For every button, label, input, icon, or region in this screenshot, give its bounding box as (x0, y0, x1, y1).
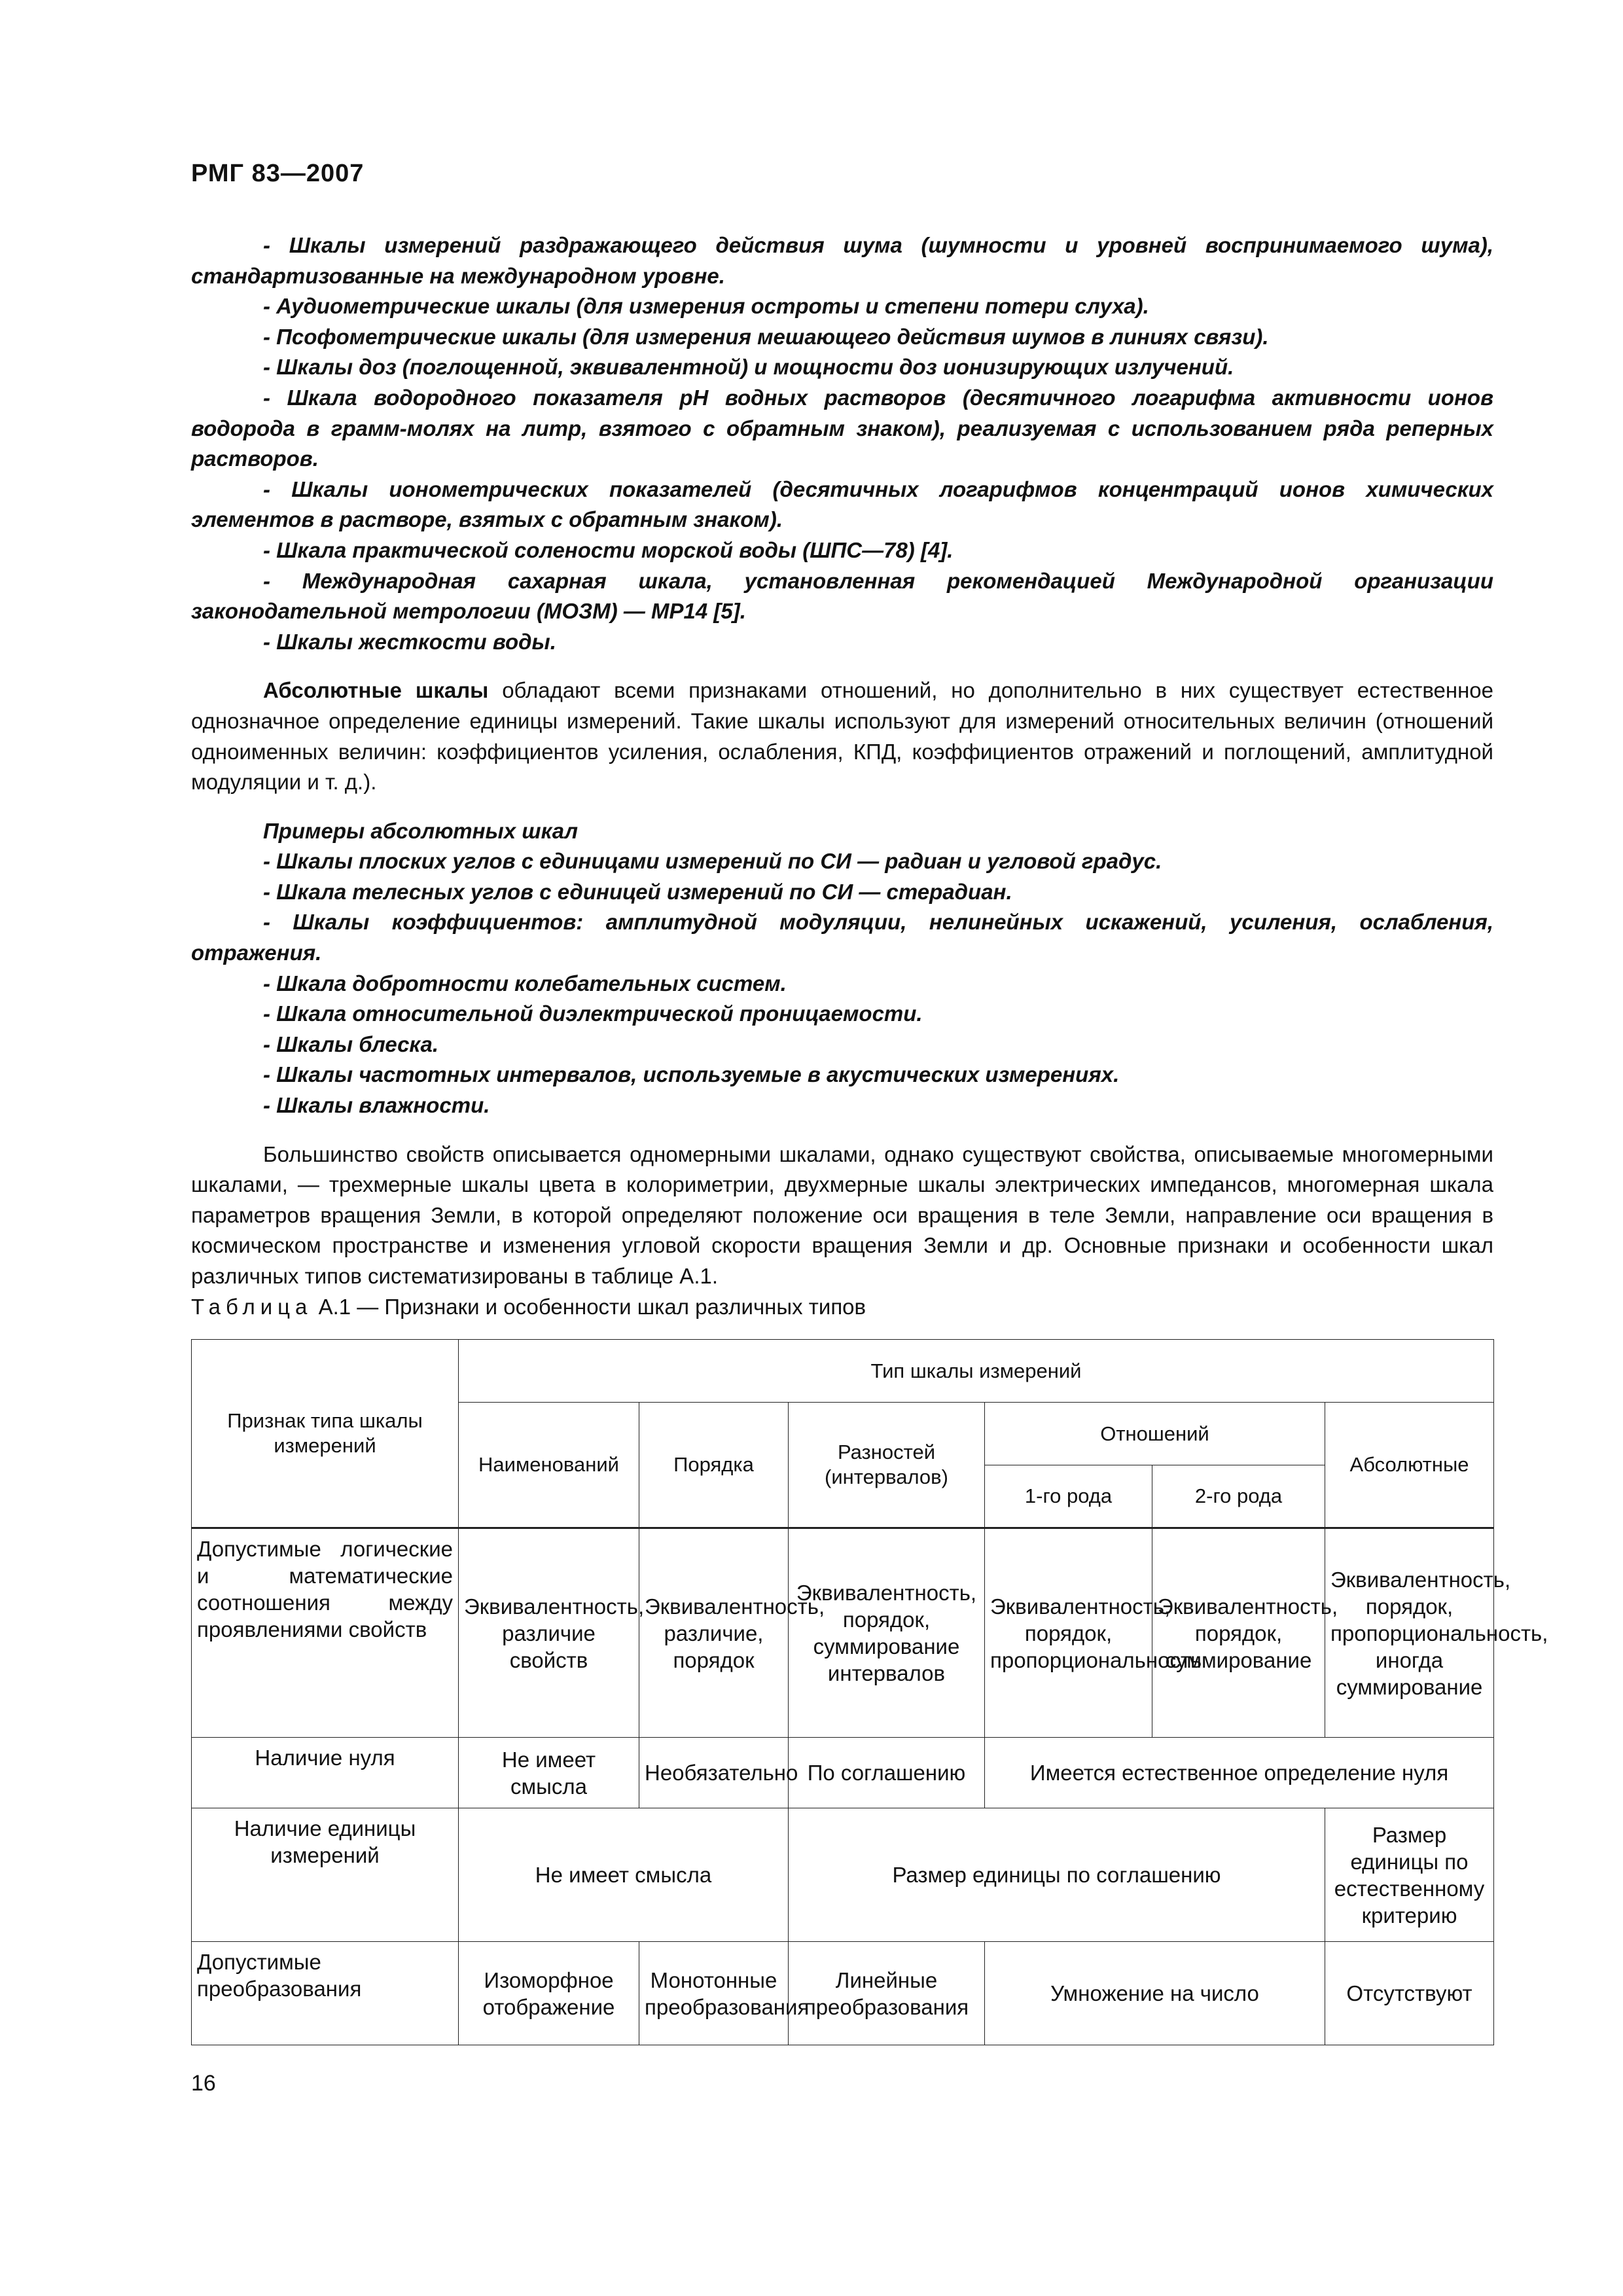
table-cell: Монотонные преобразования (639, 1942, 789, 2045)
row-feature-cell: Допустимые преобразования (192, 1942, 459, 2045)
table-caption (191, 1295, 866, 1319)
table-row (192, 1528, 1494, 1738)
header-order-cell: Порядка (639, 1403, 789, 1528)
list-item: - Шкалы ионометрических показателей (десятичных логарифмов концентраций ионов химических элементов в растворе, взятых с обратным знаком). (191, 476, 1493, 532)
table-cell: Эквивалентность, порядок, пропорциональность, иногда суммирование (1325, 1528, 1494, 1738)
list-item: - Аудиометрические шкалы (для измерения остроты и степени потери слуха). (263, 294, 1149, 319)
header-scale-type-cell: Тип шкалы измерений (459, 1340, 1494, 1403)
table-cell: По соглашению (789, 1738, 985, 1808)
table-cell: Размер единицы по естественному критерию (1325, 1808, 1494, 1942)
list-item: - Шкалы коэффициентов: амплитудной модуляции, нелинейных искажений, усиления, ослабления, отражения. (191, 910, 1493, 965)
table-cell: Эквивалентность, порядок, суммирование интервалов (789, 1528, 985, 1738)
list-item: - Шкалы измерений раздражающего действия шума (шумности и уровней воспринимаемого шума), стандартизованные на международном уровне. (191, 233, 1493, 288)
table-cell: Эквивалентность, различие, порядок (639, 1528, 789, 1738)
row-feature-cell: Допустимые логические и математические соотношения между проявлениями свойств (192, 1528, 459, 1738)
absolute-scales-term: Абсолютные шкалы (263, 678, 489, 703)
list-item: - Псофометрические шкалы (для измерения мешающего действия шумов в линиях связи). (263, 324, 1269, 349)
list-item: - Шкалы частотных интервалов, используемые в акустических измерениях. (263, 1062, 1120, 1087)
table-row (192, 1808, 1494, 1942)
absolute-scales-paragraph (191, 675, 1493, 797)
absolute-scales-text: обладают всеми признаками отношений, но дополнительно в них существует естественное однозначное определение единицы измерений. Такие шкалы используют для измерений относительных величин (отношений одноименных величин: коэффициентов усиления, ослабления, КПД, коэффициентов отражений и поглощений, амплитудной модуляции и т. д.). (191, 678, 1494, 795)
list-item: - Шкалы влажности. (263, 1093, 490, 1118)
table-cell: Необязательно (639, 1738, 789, 1808)
header-ratio2-cell: 2-го рода (1152, 1465, 1325, 1528)
table-header-row (192, 1340, 1494, 1403)
table-row (192, 1942, 1494, 2045)
header-names-cell: Наименований (459, 1403, 639, 1528)
table-cell: Линейные преобразования (789, 1942, 985, 2045)
table-cell: Эквивалентность, порядок, пропорциональность (985, 1528, 1152, 1738)
list-item: - Шкалы жесткости воды. (263, 629, 556, 654)
table-cell: Эквивалентность, различие свойств (459, 1528, 639, 1738)
header-feature-cell: Признак типа шкалы измерений (192, 1340, 459, 1528)
header-absolute-cell: Абсолютные (1325, 1403, 1494, 1528)
header-ratio1-cell: 1-го рода (985, 1465, 1152, 1528)
table-cell: Размер единицы по соглашению (789, 1808, 1325, 1942)
document-header: РМГ 83—2007 (191, 160, 365, 187)
header-ratios-cell: Отношений (985, 1403, 1325, 1465)
table-cell: Не имеет смысла (459, 1808, 789, 1942)
table-cell: Отсутствуют (1325, 1942, 1494, 2045)
list-item: - Международная сахарная шкала, установленная рекомендацией Международной организации законодательной метрологии (МОЗМ) — МР14 [5]. (191, 568, 1493, 624)
list-item: - Шкала относительной диэлектрической проницаемости. (263, 1001, 923, 1026)
list-item: - Шкала практической солености морской воды (ШПС—78) [4]. (263, 537, 954, 562)
row-feature-cell: Наличие единицы измерений (192, 1808, 459, 1942)
row-feature-cell: Наличие нуля (192, 1738, 459, 1808)
table-cell: Изоморфное отображение (459, 1942, 639, 2045)
list-item: - Шкала добротности колебательных систем. (263, 971, 787, 996)
table-cell: Не имеет смысла (459, 1738, 639, 1808)
table-row (192, 1738, 1494, 1808)
table-cell: Имеется естественное определение нуля (985, 1738, 1494, 1808)
list-item: - Шкала водородного показателя pH водных растворов (десятичного логарифма активности ионов водорода в грамм-молях на литр, взятого с обратным знаком), реализуемая с использованием ряда реперных растворов. (191, 385, 1493, 471)
list-item: - Шкалы плоских углов с единицами измерений по СИ — радиан и угловой градус. (263, 849, 1162, 874)
list-item: - Шкала телесных углов с единицей измерений по СИ — стерадиан. (263, 879, 1012, 904)
table-cell: Умножение на число (985, 1942, 1325, 2045)
examples-heading: Примеры абсолютных шкал (263, 818, 578, 843)
table-cell: Эквивалентность, порядок, суммирование (1152, 1528, 1325, 1738)
multidimensional-paragraph: Большинство свойств описывается одномерными шкалами, однако существуют свойства, описываемые многомерными шкалами, — трехмерные шкалы цвета в колориметрии, двухмерные шкалы электрических импедансов, многомерная шкала параметров вращения Земли, в которой определяют положение оси вращения в теле Земли, направление оси вращения в космическом пространстве и изменения угловой скорости вращения Земли и др. Основные признаки и особенности шкал различных типов систематизированы в таблице А.1. (191, 1141, 1493, 1288)
document-body (191, 230, 1493, 1292)
page-number: 16 (191, 2071, 216, 2096)
scale-types-table (191, 1339, 1548, 2045)
table-caption-text: А.1 — Признаки и особенности шкал различных типов (318, 1295, 866, 1319)
list-item: - Шкалы доз (поглощенной, эквивалентной) и мощности доз ионизирующих излучений. (263, 355, 1234, 380)
header-differences-cell: Разностей (интервалов) (789, 1403, 985, 1528)
list-item: - Шкалы блеска. (263, 1031, 439, 1056)
table-caption-word: Таблица (191, 1295, 313, 1319)
